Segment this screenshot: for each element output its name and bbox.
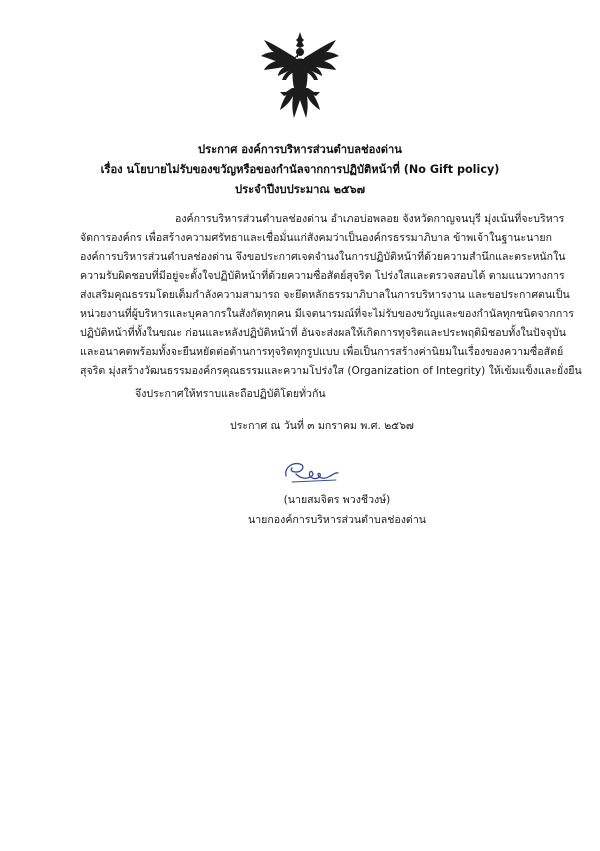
announcement-subject: เรื่อง นโยบายไม่รับของขวัญหรือของกำนัลจากการปฏิบัติหน้าที่ (No Gift policy) (100, 163, 500, 176)
body-line: ปฏิบัติหน้าที่ทั้งในขณะ ก่อนและหลังปฏิบัติหน้าที่ อันจะส่งผลให้เกิดการทุจริตและประพฤติมิชอบทั้งในปัจจุบัน (80, 327, 566, 339)
signatory-position: นายกองค์การบริหารส่วนตำบลช่องด่าน (247, 514, 427, 526)
announcement-date: ประกาศ ณ วันที่ ๓ มกราคม พ.ศ. ๒๕๖๗ (230, 420, 414, 432)
body-line: องค์การบริหารส่วนตำบลช่องด่าน จึงขอประกาศเจตจำนงในการปฏิบัติหน้าที่ด้วยความสำนึกและตระหนักใน (80, 251, 566, 263)
body-line: จัดการองค์กร เพื่อสร้างความศรัทธาและเชื่อมั่นแก่สังคมว่าเป็นองค์กรธรรมาภิบาล ข้าพเจ้าในฐานะนายก (80, 232, 553, 244)
handwritten-signature (278, 458, 348, 488)
announcement-heading: ประกาศ องค์การบริหารส่วนตำบลช่องด่าน (198, 143, 402, 156)
body-line: ส่งเสริมคุณธรรมโดยเต็มกำลังความสามารถ จะยึดหลักธรรมาภิบาลในการบริหารงาน และขอประกาศตนเป็น (80, 289, 570, 301)
body-line: ความรับผิดชอบที่มีอยู่จะตั้งใจปฏิบัติหน้าที่ด้วยความซื่อสัตย์สุจริต โปร่งใสและตรวจสอบได้ ตามแนวทางการ (80, 270, 565, 282)
announcement-fiscal-year: ประจำปีงบประมาณ ๒๕๖๗ (234, 183, 366, 196)
closing-statement: จึงประกาศให้ทราบและถือปฏิบัติโดยทั่วกัน (135, 388, 326, 400)
body-line: องค์การบริหารส่วนตำบลช่องด่าน อำเภอบ่อพลอย จังหวัดกาญจนบุรี มุ่งเน้นที่จะบริหาร (175, 213, 565, 225)
body-line: สุจริต มุ่งสร้างวัฒนธรรมองค์กรคุณธรรมและความโปร่งใส (Organization of Integrity) ให้เข้มแข็งและยั่งยืน (80, 365, 582, 377)
signatory-name: (นายสมจิตร พวงชีวงษ์) (283, 494, 391, 506)
body-line: หน่วยงานที่ผู้บริหารและบุคลากรในสังกัดทุกคน มีเจตนารมณ์ที่จะไม่รับของขวัญและของกำนัลทุกชนิดจากการ (80, 308, 574, 320)
garuda-emblem-icon (258, 30, 342, 122)
body-line: และอนาคตพร้อมทั้งจะยืนหยัดต่อต้านการทุจริตทุกรูปแบบ เพื่อเป็นการสร้างค่านิยมในเรื่องของความซื่อสัตย์ (80, 346, 564, 358)
